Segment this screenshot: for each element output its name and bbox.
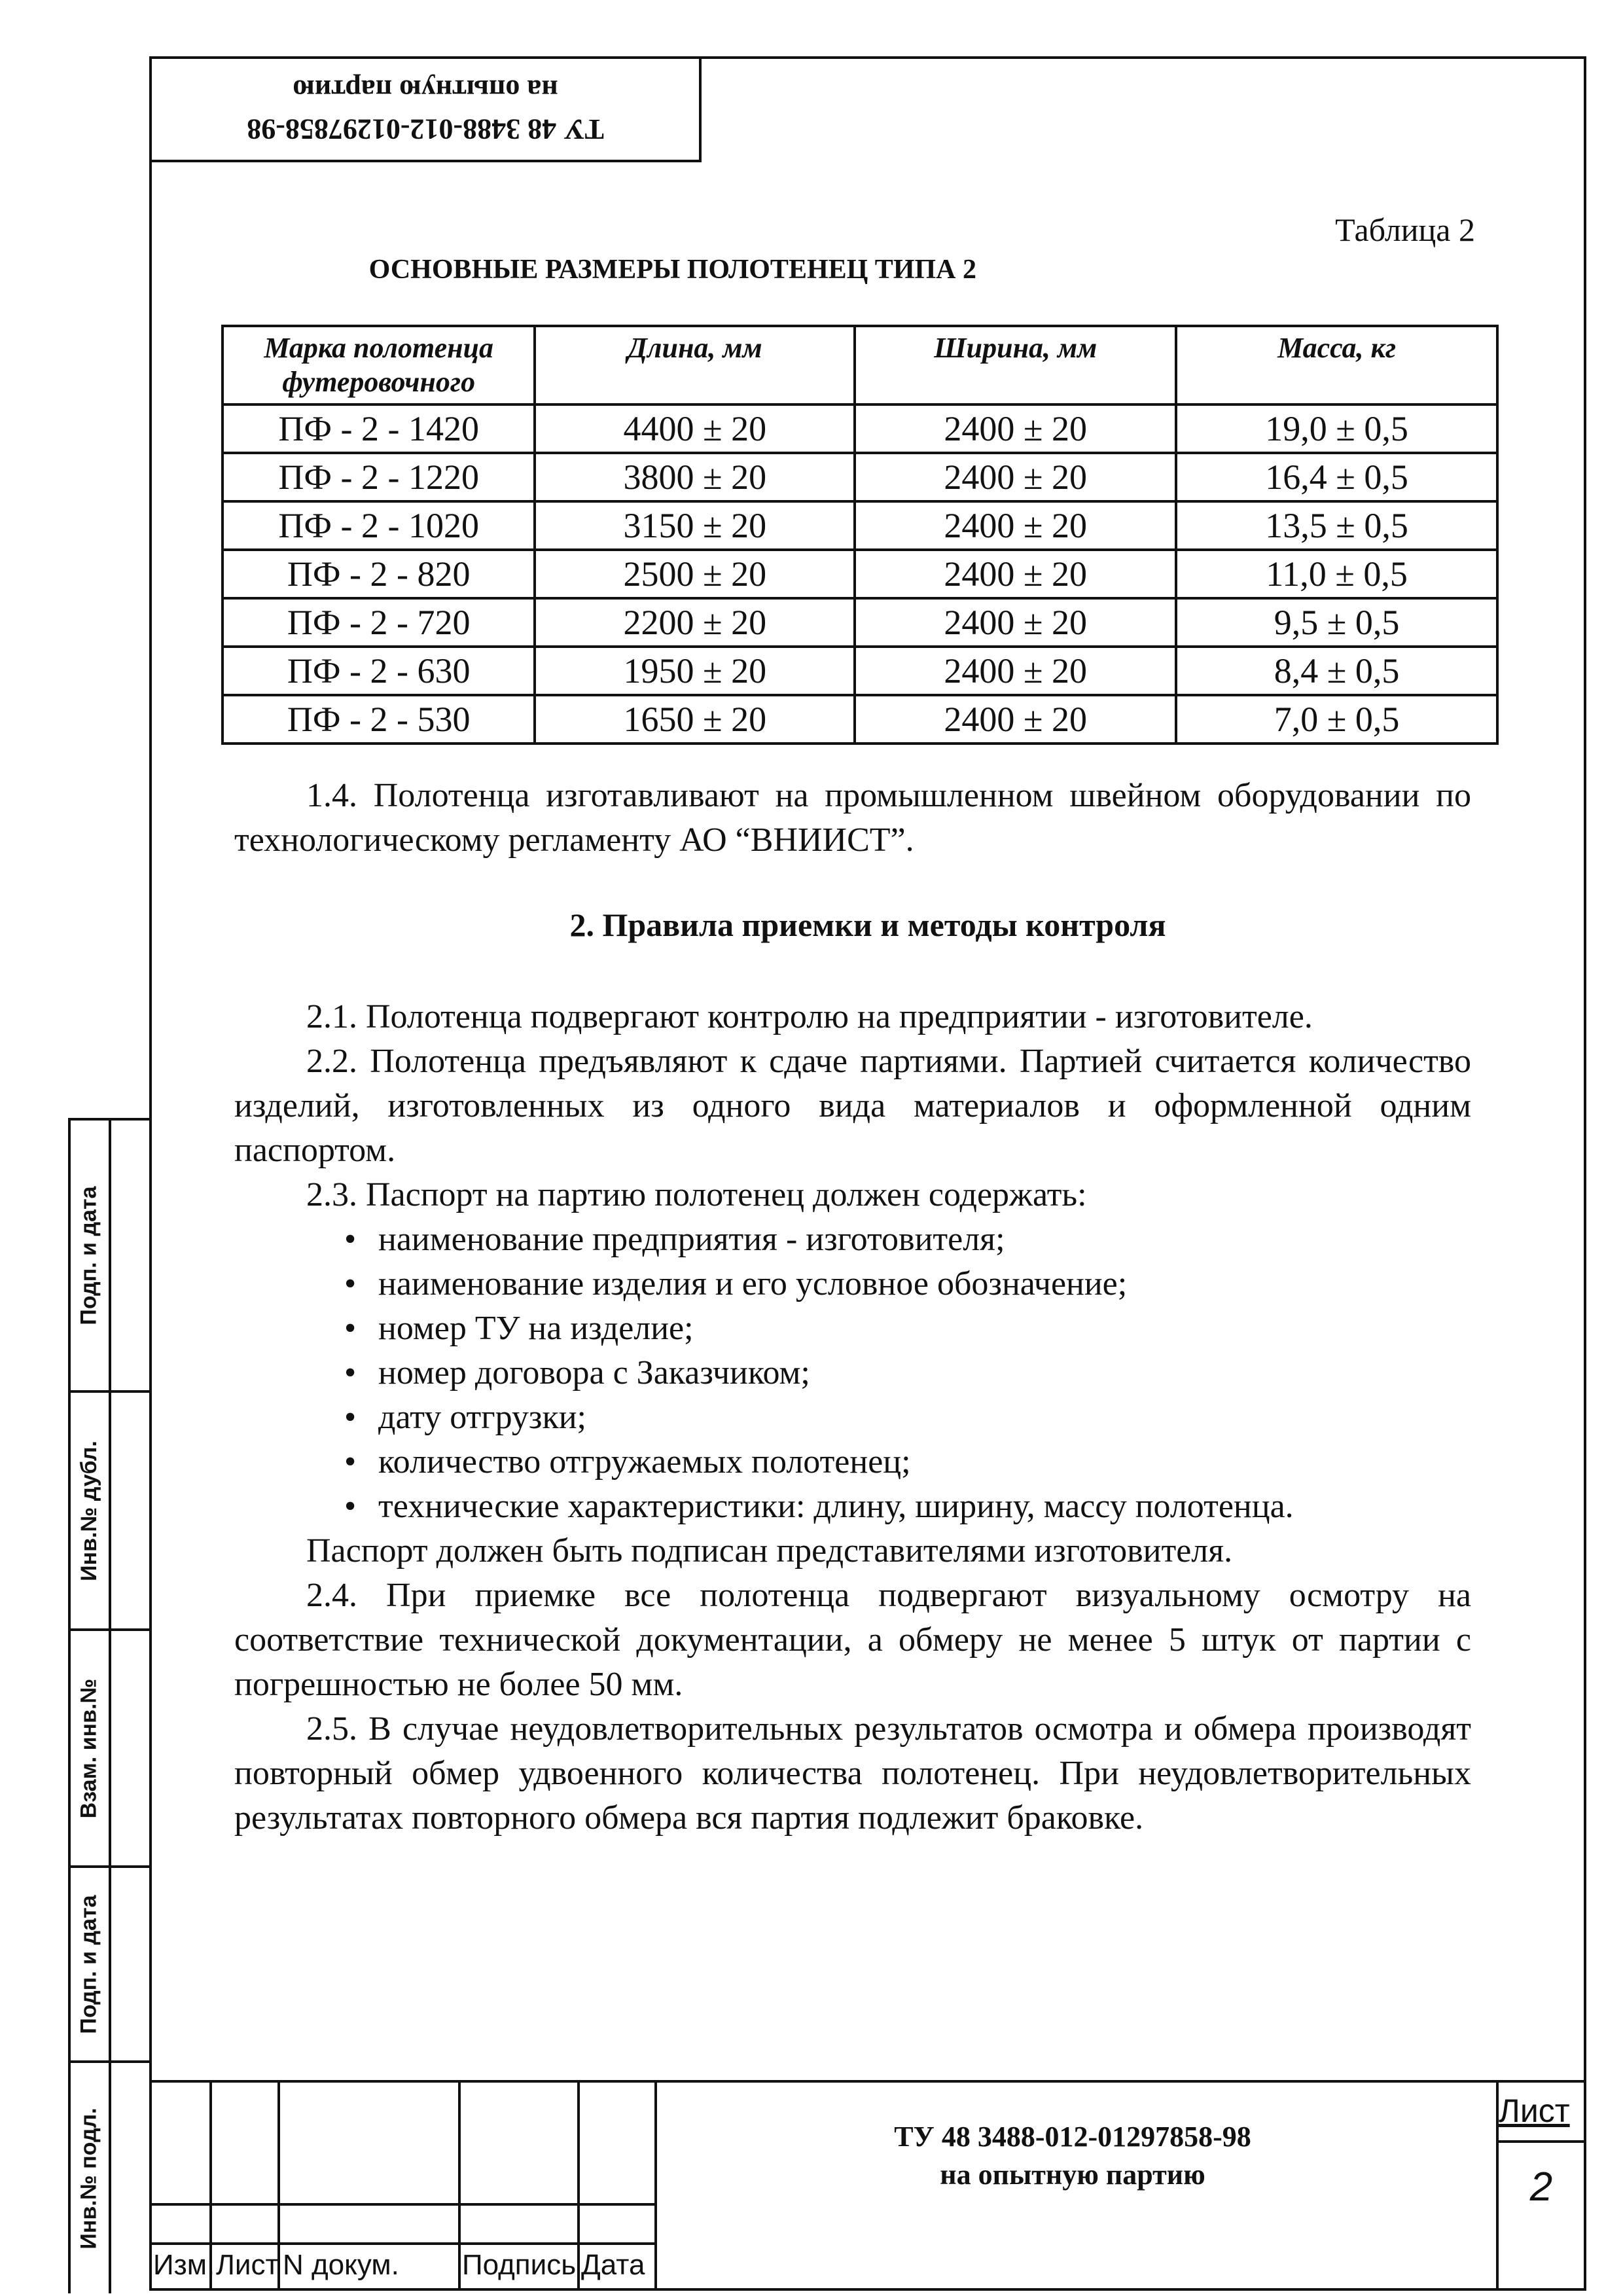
frame-bottom-border [149,2288,1586,2291]
dimensions-table [221,325,1499,745]
cell-width: 2400 ± 20 [855,404,1176,453]
table-row [223,647,1497,695]
table-row [223,598,1497,647]
table-row [223,501,1497,550]
header-mark: Марка полотенца футеровочного [223,326,535,404]
header-stamp-text [152,59,699,160]
section-2-heading: 2. Правила приемки и методы контроля [569,906,1166,943]
side-label-inv-podl: Инв.№ подл. [76,2107,101,2250]
list-item: • наименование предприятия - изготовителя; [234,1217,1471,1262]
header-stamp [152,59,702,162]
side-label-vzam-inv: Взам. инв.№ [76,1678,101,1818]
table-title: ОСНОВНЫЕ РАЗМЕРЫ ПОЛОТЕНЕЦ ТИПА 2 [368,255,976,285]
stamp-subtitle: на опытную партию [293,74,558,106]
cell-mark: ПФ - 2 - 630 [223,647,535,695]
paragraph-2-5: 2.5. В случае неудовлетворительных результатов осмотра и обмера производят повторный обмер удвоенного количества полотенец. При неудовлетворительных результатах повторного обмера вся партия подлежит браковке. [234,1710,1471,1837]
paragraph-2-1: 2.1. Полотенца подвергают контролю на предприятии - изготовителе. [306,998,1313,1035]
side-label-inv-dubl: Инв.№ дубл. [76,1440,101,1581]
title-block-izm: Изм. [153,2249,215,2281]
paragraph-2-4: 2.4. При приемке все полотенца подвергают визуальному осмотру на соответствие технической документации, а обмеру не менее 5 штук от партии с погрешностью не более 50 мм. [234,1577,1471,1703]
table-header-row [223,326,1497,404]
cell-length: 2500 ± 20 [535,550,855,598]
cell-mass: 7,0 ± 0,5 [1176,695,1497,744]
table-row [223,695,1497,744]
list-item: • номер ТУ на изделие; [234,1306,1471,1351]
sheet-label: Лист [1499,2092,1570,2129]
table-row [223,404,1497,453]
table-row [223,453,1497,501]
header-length: Длина, мм [535,326,855,404]
cell-length: 1950 ± 20 [535,647,855,695]
cell-mass: 16,4 ± 0,5 [1176,453,1497,501]
paragraph-2-3: 2.3. Паспорт на партию полотенец должен содержать: [306,1176,1087,1213]
list-item: • технические характеристики: длину, ширину, массу полотенца. [234,1484,1471,1529]
title-block-podpis: Подпись [462,2249,577,2281]
paragraph-2-2: 2.2. Полотенца предъявляют к сдаче партиями. Партией считается количество изделий, изготовленных из одного вида материалов и оформленной одним паспортом. [234,1043,1471,1169]
cell-width: 2400 ± 20 [855,598,1176,647]
cell-length: 1650 ± 20 [535,695,855,744]
cell-mark: ПФ - 2 - 1420 [223,404,535,453]
cell-mass: 19,0 ± 0,5 [1176,404,1497,453]
list-item: • номер договора с Заказчиком; [234,1351,1471,1395]
cell-mass: 11,0 ± 0,5 [1176,550,1497,598]
cell-mass: 9,5 ± 0,5 [1176,598,1497,647]
title-block-list: Лист [216,2249,279,2281]
document-code: ТУ 48 3488-012-01297858-98 на опытную партию [894,2121,1251,2191]
cell-length: 3800 ± 20 [535,453,855,501]
paragraph-passport: Паспорт должен быть подписан представителями изготовителя. [306,1532,1233,1570]
cell-width: 2400 ± 20 [855,501,1176,550]
cell-mark: ПФ - 2 - 820 [223,550,535,598]
cell-width: 2400 ± 20 [855,647,1176,695]
sheet-number: 2 [1529,2164,1553,2210]
table-caption: Таблица 2 [1335,211,1475,248]
cell-width: 2400 ± 20 [855,550,1176,598]
side-label-podp-data-2: Подп. и дата [76,1894,101,2034]
cell-mark: ПФ - 2 - 1220 [223,453,535,501]
list-item: • наименование изделия и его условное обозначение; [234,1262,1471,1306]
cell-mass: 8,4 ± 0,5 [1176,647,1497,695]
cell-length: 2200 ± 20 [535,598,855,647]
passport-contents-list [234,1217,1471,1529]
cell-length: 3150 ± 20 [535,501,855,550]
list-item: • количество отгружаемых полотенец; [234,1440,1471,1484]
cell-mark: ПФ - 2 - 720 [223,598,535,647]
list-item: • дату отгрузки; [234,1395,1471,1440]
section-2-body [234,995,1471,1840]
title-block-data: Дата [581,2249,645,2281]
cell-length: 4400 ± 20 [535,404,855,453]
paragraph-1-4: 1.4. Полотенца изготавливают на промышленном швейном оборудовании по технологическому регламенту АО “ВНИИСТ”. [234,777,1471,859]
side-approval-stamp [68,1118,149,2293]
frame-right-border [1584,56,1586,2291]
header-width: Ширина, мм [855,326,1176,404]
title-block-n-dokum: N докум. [283,2249,399,2281]
cell-mark: ПФ - 2 - 530 [223,695,535,744]
cell-width: 2400 ± 20 [855,453,1176,501]
table-row [223,550,1497,598]
cell-width: 2400 ± 20 [855,695,1176,744]
cell-mark: ПФ - 2 - 1020 [223,501,535,550]
side-label-podp-data: Подп. и дата [76,1185,101,1325]
cell-mass: 13,5 ± 0,5 [1176,501,1497,550]
frame-left-border [149,56,152,2291]
stamp-code: ТУ 48 3488-012-01297858-98 [247,113,604,145]
header-mass: Масса, кг [1176,326,1497,404]
